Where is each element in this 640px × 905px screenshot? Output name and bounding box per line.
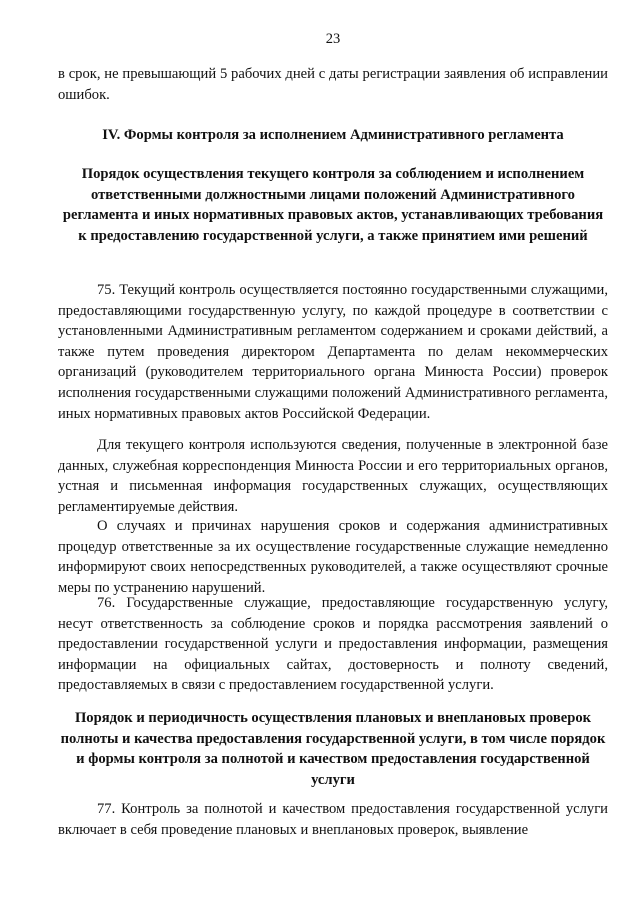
paragraph-control-sources: Для текущего контроля используются сведения, полученные в электронной базе данных, служебная корреспонденция Минюста России и его территориальных органов, устная и письменная информация государственных служащих, осуществляющих регламентируемые действия. [58, 437, 608, 515]
heading-current-control: Порядок осуществления текущего контроля за соблюдением и исполнением ответственными должностными лицами положений Административного регламента и иных нормативных правовых актов, устанавливающих требования к предоставлению государственной услуги, а также принятием ими решений [62, 166, 604, 244]
heading-inspections: Порядок и периодичность осуществления плановых и внеплановых проверок полноты и качества предоставления государственной услуги, в том числе порядок и формы контроля за полнотой и качеством предоставления государственной услуги [60, 710, 606, 788]
section-title: IV. Формы контроля за исполнением Административного регламента [102, 127, 564, 143]
paragraph-intro: в срок, не превышающий 5 рабочих дней с даты регистрации заявления об исправлении ошибок. [58, 66, 608, 103]
paragraph-76: 76. Государственные служащие, предоставляющие государственную услугу, несут ответственность за соблюдение сроков и порядка рассмотрения заявлений о предоставлении государственной услуги и предоставления информации, размещения информации на официальных сайтах, достоверность и полноту сведений, предоставляемых в связи с предоставлением государственной услуги. [58, 595, 608, 694]
paragraph-77: 77. Контроль за полнотой и качеством предоставления государственной услуги включает в себя проведение плановых и внеплановых проверок, выявление [58, 801, 608, 838]
paragraph-75: 75. Текущий контроль осуществляется постоянно государственными служащими, предоставляющими государственную услугу, по каждой процедуре в соответствии с установленными Административным регламентом содержанием и сроками действий, а также путем проведения директором Департамента по делам некоммерческих организаций (руководителем территориального органа Минюста России) проверок исполнения государственными служащими положений Административного регламента, иных нормативных правовых актов Российской Федерации. [58, 282, 608, 422]
paragraph-violations: О случаях и причинах нарушения сроков и содержания административных процедур ответственные за их осуществление государственные служащие немедленно информируют своих непосредственных руководителей, а также осуществляют срочные меры по устранению нарушений. [58, 518, 608, 596]
page-number: 23 [325, 31, 341, 47]
